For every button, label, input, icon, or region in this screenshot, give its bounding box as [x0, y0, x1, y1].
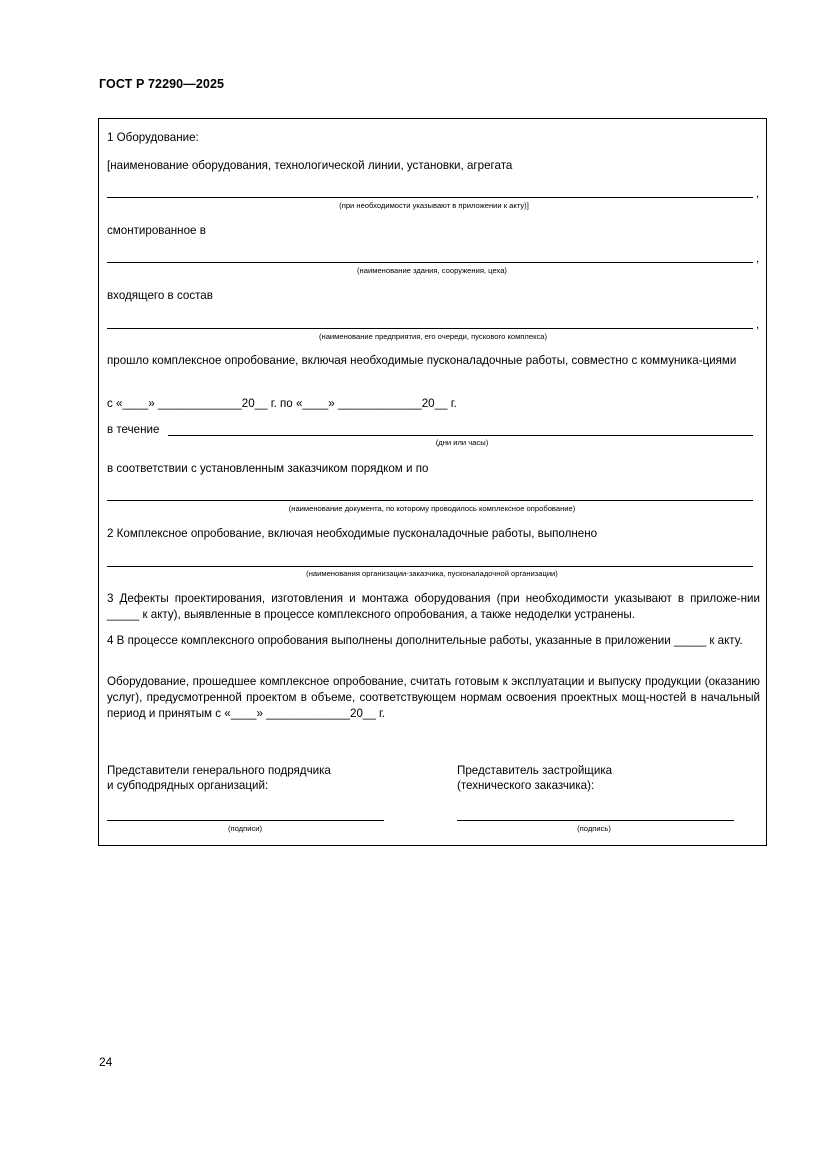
comma: ,	[756, 252, 760, 265]
section-1-heading: 1 Оборудование:	[107, 131, 199, 144]
enterprise-field[interactable]	[107, 328, 753, 329]
duration-caption: (дни или часы)	[435, 438, 489, 447]
conclusion-text: Оборудование, прошедшее комплексное опробование, считать готовым к эксплуатации и выпуску продукции (оказанию услуг), предусмотренной проектом в объеме, соответствующем нормам освоения проектных мощ-ностей в начальный период и принятым с «____» _____________20__ г.	[107, 675, 760, 720]
document-header: ГОСТ Р 72290—2025	[99, 77, 225, 91]
part-of-label: входящего в состав	[107, 289, 213, 302]
testing-text: прошло комплексное опробование, включая необходимые пусконаладочные работы, совместно с коммуника-циями	[107, 354, 737, 367]
mounted-in-label: смонтированное в	[107, 224, 206, 237]
duration-label: в течение	[107, 423, 160, 436]
contractor-representatives-label: Представители генерального подрядчика	[107, 764, 331, 777]
developer-signature-field[interactable]	[457, 820, 734, 821]
signatures-caption: (подписи)	[227, 824, 263, 833]
equipment-name-prompt: [наименование оборудования, технологической линии, установки, агрегата	[107, 159, 513, 172]
duration-field[interactable]	[168, 435, 753, 436]
section-2-text: 2 Комплексное опробование, включая необходимые пусконаладочные работы, выполнено	[107, 527, 598, 540]
section-3-text: 3 Дефекты проектирования, изготовления и монтажа оборудования (при необходимости указывают в приложе-нии _____ к акту), выявленные в процессе комплексного опробования, а также недоделки устранены.	[107, 592, 760, 621]
building-caption: (наименование здания, сооружения, цеха)	[357, 266, 507, 275]
organization-caption: (наименования организации-заказчика, пусконаладочной организации)	[306, 569, 558, 578]
technical-customer-label: (технического заказчика):	[457, 779, 595, 792]
building-field[interactable]	[107, 262, 753, 263]
testing-dates: с «____» _____________20__ г. по «____» _____________20__ г.	[107, 397, 457, 410]
document-name-field[interactable]	[107, 500, 753, 501]
contractor-signature-field[interactable]	[107, 820, 384, 821]
comma: ,	[756, 318, 760, 331]
developer-representative-label: Представитель застройщика	[457, 764, 613, 777]
document-name-caption: (наименование документа, по которому проводилось комплексное опробование)	[288, 504, 576, 513]
enterprise-caption: (наименование предприятия, его очереди, пускового комплекса)	[318, 332, 548, 341]
accordance-text: в соответствии с установленным заказчиком порядком и по	[107, 462, 429, 475]
page-number: 24	[99, 1055, 113, 1069]
equipment-name-caption: (при необходимости указывают в приложении к акту)]	[339, 201, 529, 210]
signature-caption: (подпись)	[577, 824, 611, 833]
equipment-name-field[interactable]	[107, 197, 753, 198]
section-4-text: 4 В процессе комплексного опробования выполнены дополнительные работы, указанные в приложении _____ к акту.	[107, 634, 743, 647]
comma: ,	[756, 187, 760, 200]
subcontractors-label: и субподрядных организаций:	[107, 779, 269, 792]
organization-field[interactable]	[107, 566, 753, 567]
